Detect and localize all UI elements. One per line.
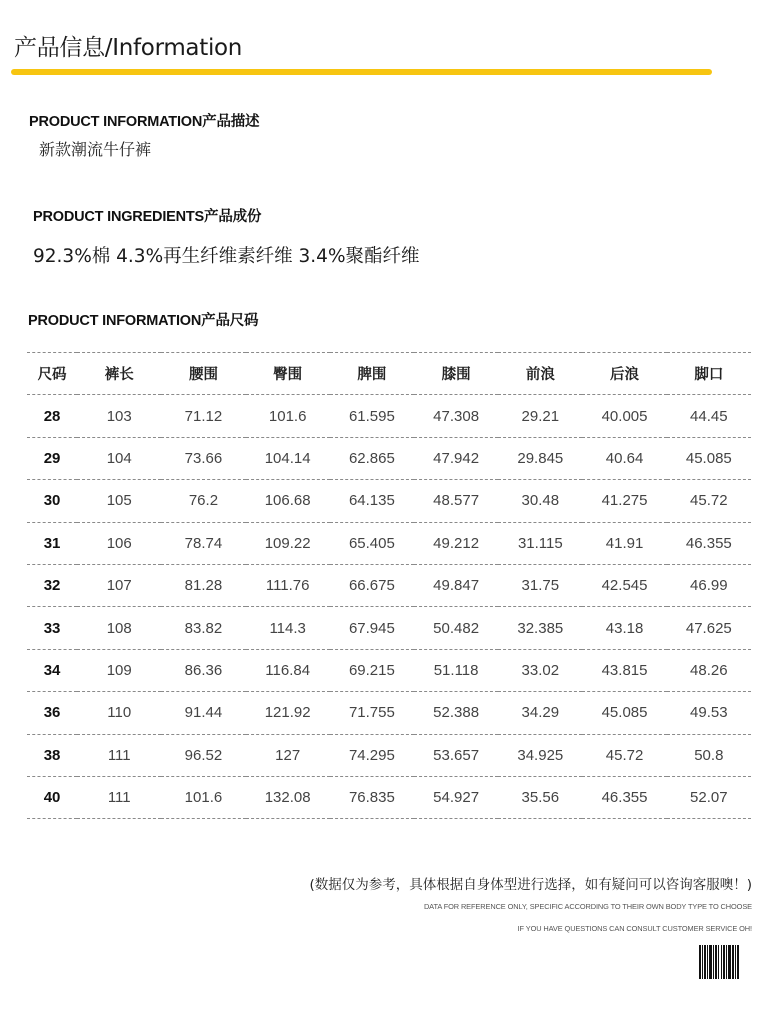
measurement-cell: 67.945 [330,607,414,649]
size-cell: 30 [27,480,77,522]
size-cell: 38 [27,734,77,776]
measurement-cell: 62.865 [330,437,414,479]
measurement-cell: 31.115 [498,522,582,564]
size-cell: 36 [27,692,77,734]
measurement-cell: 52.07 [667,776,751,818]
column-header-thigh: 脾围 [330,353,414,395]
measurement-cell: 105 [77,480,161,522]
measurement-cell: 40.005 [582,395,666,437]
measurement-cell: 104.14 [246,437,330,479]
column-header-back-rise: 后浪 [582,353,666,395]
measurement-cell: 47.942 [414,437,498,479]
measurement-cell: 50.8 [667,734,751,776]
measurement-cell: 64.135 [330,480,414,522]
table-row [27,776,751,818]
measurement-cell: 65.405 [330,522,414,564]
measurement-cell: 74.295 [330,734,414,776]
table-row [27,607,751,649]
column-header-waist: 腰围 [161,353,245,395]
measurement-cell: 49.847 [414,564,498,606]
table-row [27,480,751,522]
measurement-cell: 49.212 [414,522,498,564]
barcode-icon [699,945,752,979]
table-row [27,649,751,691]
size-cell: 31 [27,522,77,564]
size-cell: 40 [27,776,77,818]
table-row [27,522,751,564]
size-cell: 29 [27,437,77,479]
table-row [27,395,751,437]
measurement-cell: 106 [77,522,161,564]
measurement-cell: 127 [246,734,330,776]
size-chart-table [27,352,751,819]
measurement-cell: 46.99 [667,564,751,606]
measurement-cell: 45.085 [582,692,666,734]
measurement-cell: 81.28 [161,564,245,606]
measurement-cell: 83.82 [161,607,245,649]
measurement-cell: 73.66 [161,437,245,479]
measurement-cell: 41.275 [582,480,666,522]
measurement-cell: 107 [77,564,161,606]
measurement-cell: 111 [77,734,161,776]
measurement-cell: 48.577 [414,480,498,522]
measurement-cell: 86.36 [161,649,245,691]
measurement-cell: 32.385 [498,607,582,649]
size-cell: 32 [27,564,77,606]
measurement-cell: 71.12 [161,395,245,437]
measurement-cell: 29.845 [498,437,582,479]
measurement-cell: 103 [77,395,161,437]
measurement-cell: 31.75 [498,564,582,606]
table-row [27,692,751,734]
measurement-cell: 41.91 [582,522,666,564]
measurement-cell: 34.925 [498,734,582,776]
measurement-cell: 40.64 [582,437,666,479]
measurement-cell: 61.595 [330,395,414,437]
reference-note-cn: (数据仅为参考，具体根据自身体型进行选择，如有疑问可以咨询客服噢！) [309,877,752,893]
size-cell: 28 [27,395,77,437]
measurement-cell: 121.92 [246,692,330,734]
measurement-cell: 96.52 [161,734,245,776]
reference-note-en-1: DATA FOR REFERENCE ONLY, SPECIFIC ACCORDING TO THEIR OWN BODY TYPE TO CHOOSE [423,902,752,911]
measurement-cell: 111 [77,776,161,818]
measurement-cell: 45.085 [667,437,751,479]
table-row [27,437,751,479]
measurement-cell: 48.26 [667,649,751,691]
measurement-cell: 114.3 [246,607,330,649]
size-cell: 34 [27,649,77,691]
measurement-cell: 108 [77,607,161,649]
measurement-cell: 109.22 [246,522,330,564]
size-cell: 33 [27,607,77,649]
measurement-cell: 76.835 [330,776,414,818]
measurement-cell: 101.6 [161,776,245,818]
measurement-cell: 51.118 [414,649,498,691]
measurement-cell: 47.308 [414,395,498,437]
measurement-cell: 104 [77,437,161,479]
table-row [27,734,751,776]
table-header-row [27,353,751,395]
table-row [27,564,751,606]
measurement-cell: 110 [77,692,161,734]
measurement-cell: 46.355 [582,776,666,818]
measurement-cell: 78.74 [161,522,245,564]
product-description-heading: PRODUCT INFORMATION产品描述 [29,114,260,130]
measurement-cell: 30.48 [498,480,582,522]
measurement-cell: 29.21 [498,395,582,437]
size-chart-heading: PRODUCT INFORMATION产品尺码 [28,313,259,329]
column-header-length: 裤长 [77,353,161,395]
measurement-cell: 66.675 [330,564,414,606]
reference-note-en-2: IF YOU HAVE QUESTIONS CAN CONSULT CUSTOMER SERVICE OH! [517,924,752,933]
measurement-cell: 52.388 [414,692,498,734]
measurement-cell: 45.72 [667,480,751,522]
measurement-cell: 109 [77,649,161,691]
measurement-cell: 43.18 [582,607,666,649]
measurement-cell: 54.927 [414,776,498,818]
measurement-cell: 46.355 [667,522,751,564]
barcode-bar [737,945,739,979]
measurement-cell: 44.45 [667,395,751,437]
column-header-knee: 膝围 [414,353,498,395]
title-underline-bar [11,69,712,75]
measurement-cell: 69.215 [330,649,414,691]
measurement-cell: 34.29 [498,692,582,734]
column-header-hip: 臀围 [246,353,330,395]
measurement-cell: 101.6 [246,395,330,437]
measurement-cell: 33.02 [498,649,582,691]
column-header-front-rise: 前浪 [498,353,582,395]
measurement-cell: 106.68 [246,480,330,522]
measurement-cell: 35.56 [498,776,582,818]
measurement-cell: 50.482 [414,607,498,649]
measurement-cell: 76.2 [161,480,245,522]
column-header-size: 尺码 [27,353,77,395]
measurement-cell: 42.545 [582,564,666,606]
page-title: 产品信息/Information [14,35,243,61]
product-ingredients-heading: PRODUCT INGREDIENTS产品成份 [33,209,262,225]
measurement-cell: 45.72 [582,734,666,776]
measurement-cell: 116.84 [246,649,330,691]
measurement-cell: 91.44 [161,692,245,734]
measurement-cell: 111.76 [246,564,330,606]
measurement-cell: 47.625 [667,607,751,649]
measurement-cell: 132.08 [246,776,330,818]
product-description-text: 新款潮流牛仔裤 [39,140,152,159]
measurement-cell: 43.815 [582,649,666,691]
product-ingredients-text: 92.3%棉 4.3%再生纤维素纤维 3.4%聚酯纤维 [33,246,420,267]
measurement-cell: 49.53 [667,692,751,734]
column-header-leg-opening: 脚口 [667,353,751,395]
measurement-cell: 53.657 [414,734,498,776]
measurement-cell: 71.755 [330,692,414,734]
